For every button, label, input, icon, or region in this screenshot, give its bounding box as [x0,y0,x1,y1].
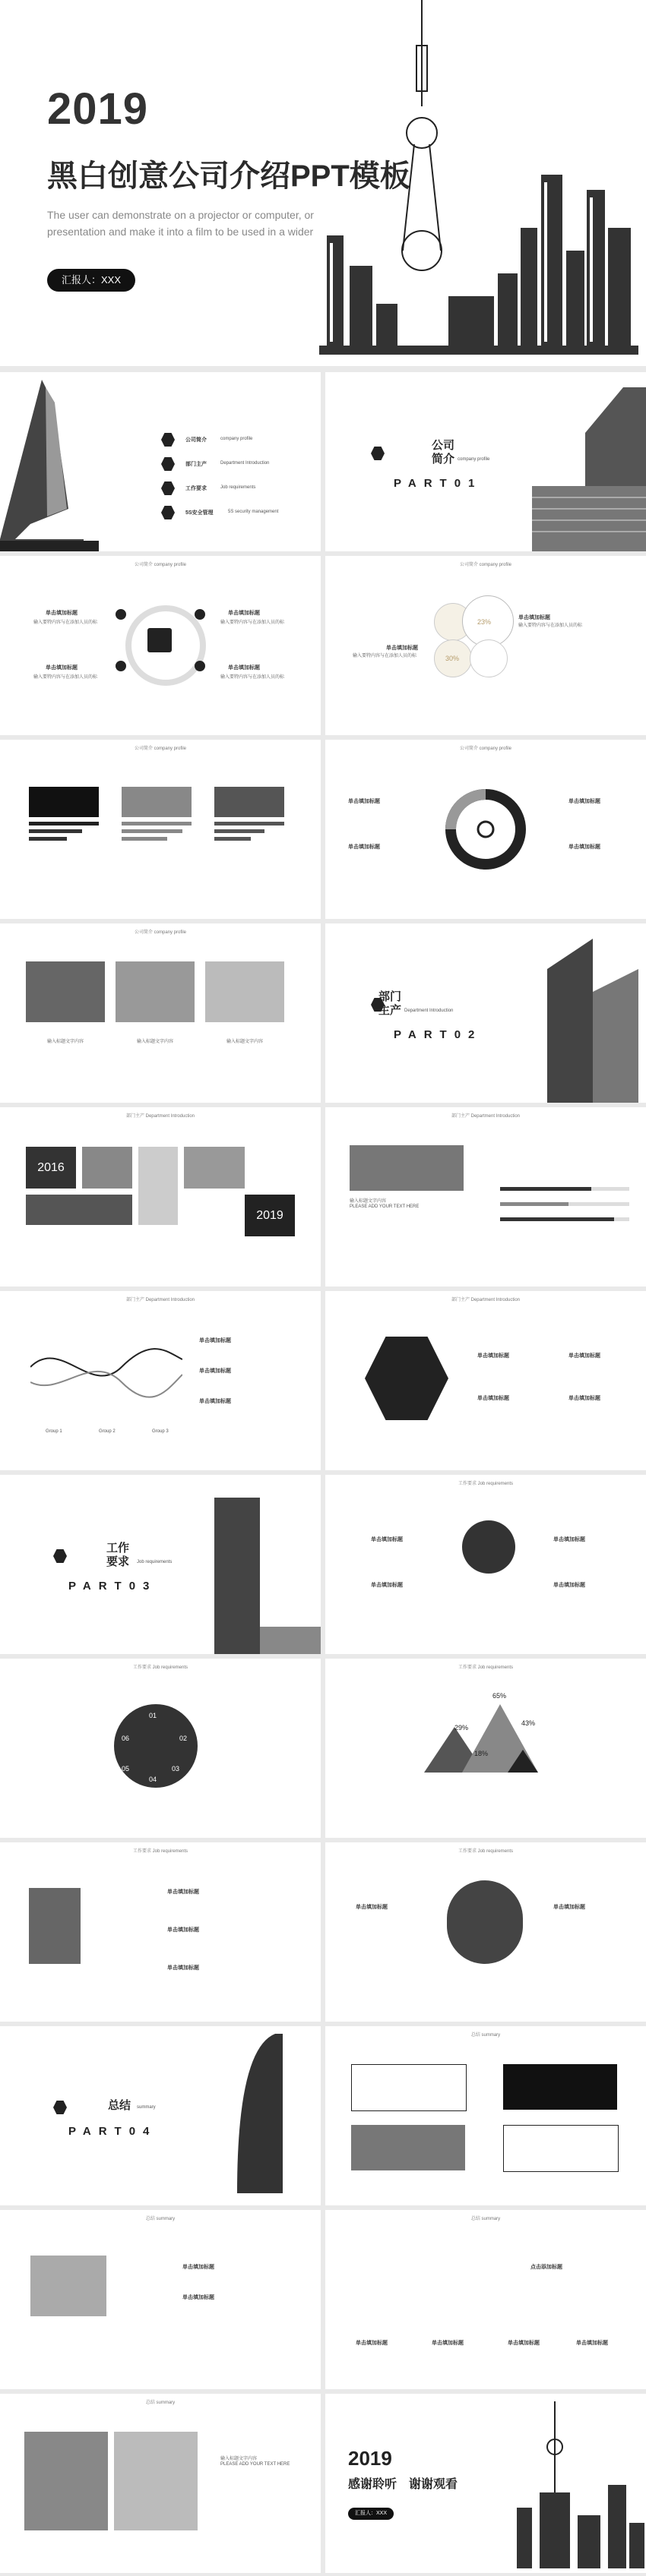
part1-title: 公司 简介 [432,439,455,466]
building-photo [207,1475,321,1654]
hex-icon [53,1549,67,1563]
reporter-pill: 汇报人：XXX [47,269,135,292]
year-2019-tile: 2019 [245,1195,295,1236]
percent-65: 65% [492,1692,507,1700]
point-title: 单击填加标题 [568,1353,600,1359]
point-title: 单击填加标题 [46,665,78,671]
building-photo [532,372,646,551]
caption-en: PLEASE ADD YOUR TEXT HERE [220,2462,290,2467]
company-profile-slide-1 [0,556,321,735]
slide-header: 工作要求 Job requirements [458,1665,514,1670]
summary-slide-2 [0,2210,321,2389]
building-photo [0,372,99,551]
point-title: 单击填加标题 [477,1353,509,1359]
toc-item-1[interactable]: 公司简介 [185,437,207,443]
step-05: 05 [122,1765,130,1773]
photo-2 [114,2432,198,2530]
progress-bar [29,829,82,833]
photo-street [29,1888,81,1964]
hex-icon [161,506,175,519]
point-body: 输入要特内容与在添加人员的标 [220,620,285,625]
progress-bar [500,1217,614,1221]
hex-icon [161,481,175,495]
progress-bar [122,822,192,826]
slide-header: 工作要求 Job requirements [458,1482,514,1486]
part3-slide [0,1475,321,1654]
hex-icon [161,433,175,447]
photo-2 [116,961,195,1022]
photo-tile [138,1147,178,1225]
slide-header: 部门主产 Department Introduction [125,1298,195,1302]
photo-1 [26,961,105,1022]
toc-item-4[interactable]: 5S安全管理 [185,510,214,516]
company-profile-slide-2 [325,556,646,735]
slide-header: 公司简介 company profile [134,563,187,567]
caption-en: PLEASE ADD YOUR TEXT HERE [350,1204,420,1209]
building-photo [532,923,646,1103]
point-title: 单击填加标题 [518,615,550,620]
slide-header: 公司简介 company profile [459,563,512,567]
percent-29: 29% [454,1724,469,1732]
summary-box [503,2125,619,2172]
dept-slide-2 [325,1107,646,1286]
legend-item: Group 3 [152,1429,169,1434]
point-title: 单击填加标题 [167,1889,199,1895]
point-title: 单击填加标题 [199,1368,231,1374]
toc-item-2[interactable]: 部门主产 [185,462,207,467]
point-title: 单击填加标题 [576,2341,608,2346]
slide-header: 部门主产 Department Introduction [451,1114,521,1119]
part4-title: 总结 [108,2099,131,2112]
slide-header: 总结 summary [470,2217,501,2221]
part4-en: summary [137,2105,156,2110]
progress-bar [29,837,67,841]
dept-slide-3 [0,1291,321,1470]
progress-bar [122,837,167,841]
hex-icon [161,457,175,471]
burj-al-arab-illustration [207,2026,321,2205]
photo-tile [184,1147,245,1189]
point-title: 单击填加标题 [477,1396,509,1401]
flow-graphic [447,1880,523,1964]
part3-title: 工作 要求 [106,1542,130,1568]
job-slide-4 [0,1842,321,2022]
progress-bar [500,1187,591,1191]
point-title: 单击填加标题 [167,1927,199,1933]
point-title: 单击填加标题 [568,1396,600,1401]
slide-header: 部门主产 Department Introduction [125,1114,195,1119]
slide-header: 总结 summary [145,2401,176,2405]
slide-header: 工作要求 Job requirements [458,1849,514,1854]
slide-header: 公司简介 company profile [459,747,512,751]
point-title: 单击填加标题 [182,2265,214,2270]
circle-icon [195,661,205,671]
summary-box [351,2064,467,2111]
circle-icon [116,609,126,620]
point-title: 单击填加标题 [182,2295,214,2300]
hexagon-graphic [365,1337,448,1420]
card-grey [122,787,192,817]
caption: 输入标题文字内容 [350,1199,387,1204]
percent-23: 23% [477,618,492,626]
card-mid [214,787,284,817]
caption: 输入标题文字内容 [226,1040,264,1044]
dept-slide-1 [0,1107,321,1286]
caption: 输入标题文字内容 [137,1040,174,1044]
part3-number: PART03 [68,1580,157,1593]
city-skyline-illustration [509,2394,646,2573]
progress-bar [122,829,182,833]
job-slide-2 [0,1659,321,1838]
step-04: 04 [149,1776,157,1783]
step-02: 02 [179,1735,188,1742]
point-body: 输入要特内容与在添加人员的标 [518,623,583,628]
cover-title: 黑白创意公司介绍PPT模板 [47,159,410,193]
photo-tile [82,1147,132,1189]
step-03: 03 [172,1765,180,1773]
company-profile-slide-5 [0,923,321,1103]
point-title: 单击填加标题 [228,611,260,616]
percent-18: 18% [474,1750,489,1757]
point-title: 单击填加标题 [386,646,418,651]
ending-slide [325,2394,646,2573]
hex-icon [53,2101,67,2114]
point-title: 单击填加标题 [348,799,380,804]
point-title: 单击填加标题 [167,1965,199,1971]
legend-item: Group 2 [99,1429,116,1434]
job-slide-1 [325,1475,646,1654]
company-profile-slide-3 [0,740,321,919]
card-dark [29,787,99,817]
progress-bar [29,822,99,826]
toc-item-3-en: Job requirements [220,485,256,490]
toc-slide [0,372,321,551]
slide-header: 总结 summary [470,2033,501,2038]
caption: 输入标题文字内容 [47,1040,84,1044]
toc-item-4-en: 5S security management [228,510,279,514]
part4-number: PART04 [68,2125,157,2138]
summary-box [503,2064,617,2110]
step-01: 01 [149,1712,157,1719]
point-title: 单击填加标题 [568,844,600,850]
hex-icon [371,447,385,460]
circle-icon [116,661,126,671]
cover-year: 2019 [47,84,149,134]
slide-header: 总结 summary [145,2217,176,2221]
point-title: 单击填加标题 [356,1905,388,1910]
year-2016-tile: 2016 [26,1147,76,1189]
part2-title: 部门 主产 [378,990,402,1017]
point-title: 单击填加标题 [371,1583,403,1588]
photo-road [350,1145,464,1191]
city-skyline-illustration [319,0,638,366]
point-body: 输入要特内容与在添加人员的标 [220,675,285,680]
toc-item-2-en: Department Introduction [220,461,270,466]
slide-header: 工作要求 Job requirements [132,1849,188,1854]
point-title: 单击填加标题 [371,1537,403,1542]
point-title: 单击填加标题 [432,2341,464,2346]
part3-en: Job requirements [137,1560,173,1564]
job-slide-3 [325,1659,646,1838]
toc-item-3[interactable]: 工作要求 [185,486,207,491]
point-body: 输入要特内容与在添加人员的标 [33,620,98,625]
percent-43: 43% [521,1719,536,1727]
point-title: 单击填加标题 [508,2341,540,2346]
photo-1 [24,2432,108,2530]
part2-en: Department Introduction [404,1009,454,1013]
step-06: 06 [122,1735,130,1742]
point-title: 单击填加标题 [348,844,380,850]
summary-box [351,2125,465,2170]
company-profile-slide-4 [325,740,646,919]
progress-bar [214,822,284,826]
percent-30: 30% [445,655,460,662]
cover-slide [0,0,646,366]
click-title: 点击添加标题 [530,2265,562,2270]
mountain-chart [424,1697,546,1780]
lightbulb-icon [462,1520,515,1574]
point-title: 单击填加标题 [553,1537,585,1542]
venn-circle [470,639,508,677]
point-title: 单击填加标题 [46,611,78,616]
caption: 输入标题文字内容 [220,2457,258,2461]
summary-slide-3 [325,2210,646,2389]
slide-header: 工作要求 Job requirements [132,1665,188,1670]
part1-slide [325,372,646,551]
part4-slide [0,2026,321,2205]
dept-slide-4 [325,1291,646,1470]
point-title: 单击填加标题 [553,1905,585,1910]
part2-number: PART02 [394,1028,483,1041]
slide-header: 公司简介 company profile [134,747,187,751]
point-title: 单击填加标题 [553,1583,585,1588]
summary-slide-1 [325,2026,646,2205]
summary-slide-4 [0,2394,321,2573]
toc-item-1-en: company profile [220,437,253,441]
text-tile [26,1195,132,1225]
progress-bar [214,829,264,833]
ring-chart [440,784,531,875]
ending-reporter-pill: 汇报人：XXX [348,2508,394,2520]
point-title: 单击填加标题 [199,1338,231,1343]
photo-3 [205,961,284,1022]
slide-header: 部门主产 Department Introduction [451,1298,521,1302]
ending-thanks: 感谢聆听 谢谢观看 [348,2478,458,2491]
slide-header: 公司简介 company profile [134,930,187,935]
cover-subtitle: The user can demonstrate on a projector or computer, or presentation and make it into a film to be used in a wider [47,209,314,238]
progress-bar [500,1202,568,1206]
part2-slide [325,923,646,1103]
point-body: 输入要特内容与在添加人员的标 [353,654,417,658]
point-title: 单击填加标题 [568,799,600,804]
ending-year: 2019 [348,2447,392,2470]
line-chart [30,1337,182,1413]
point-title: 单击填加标题 [228,665,260,671]
point-title: 单击填加标题 [199,1399,231,1404]
point-body: 输入要特内容与在添加人员的标 [33,675,98,680]
photo-laptop [30,2256,106,2316]
circle-icon [195,609,205,620]
archive-icon [147,628,172,652]
job-slide-5 [325,1842,646,2022]
part1-number: PART01 [394,477,483,490]
legend-item: Group 1 [46,1429,62,1434]
part1-en: company profile [458,457,490,462]
progress-bar [214,837,251,841]
point-title: 单击填加标题 [356,2341,388,2346]
